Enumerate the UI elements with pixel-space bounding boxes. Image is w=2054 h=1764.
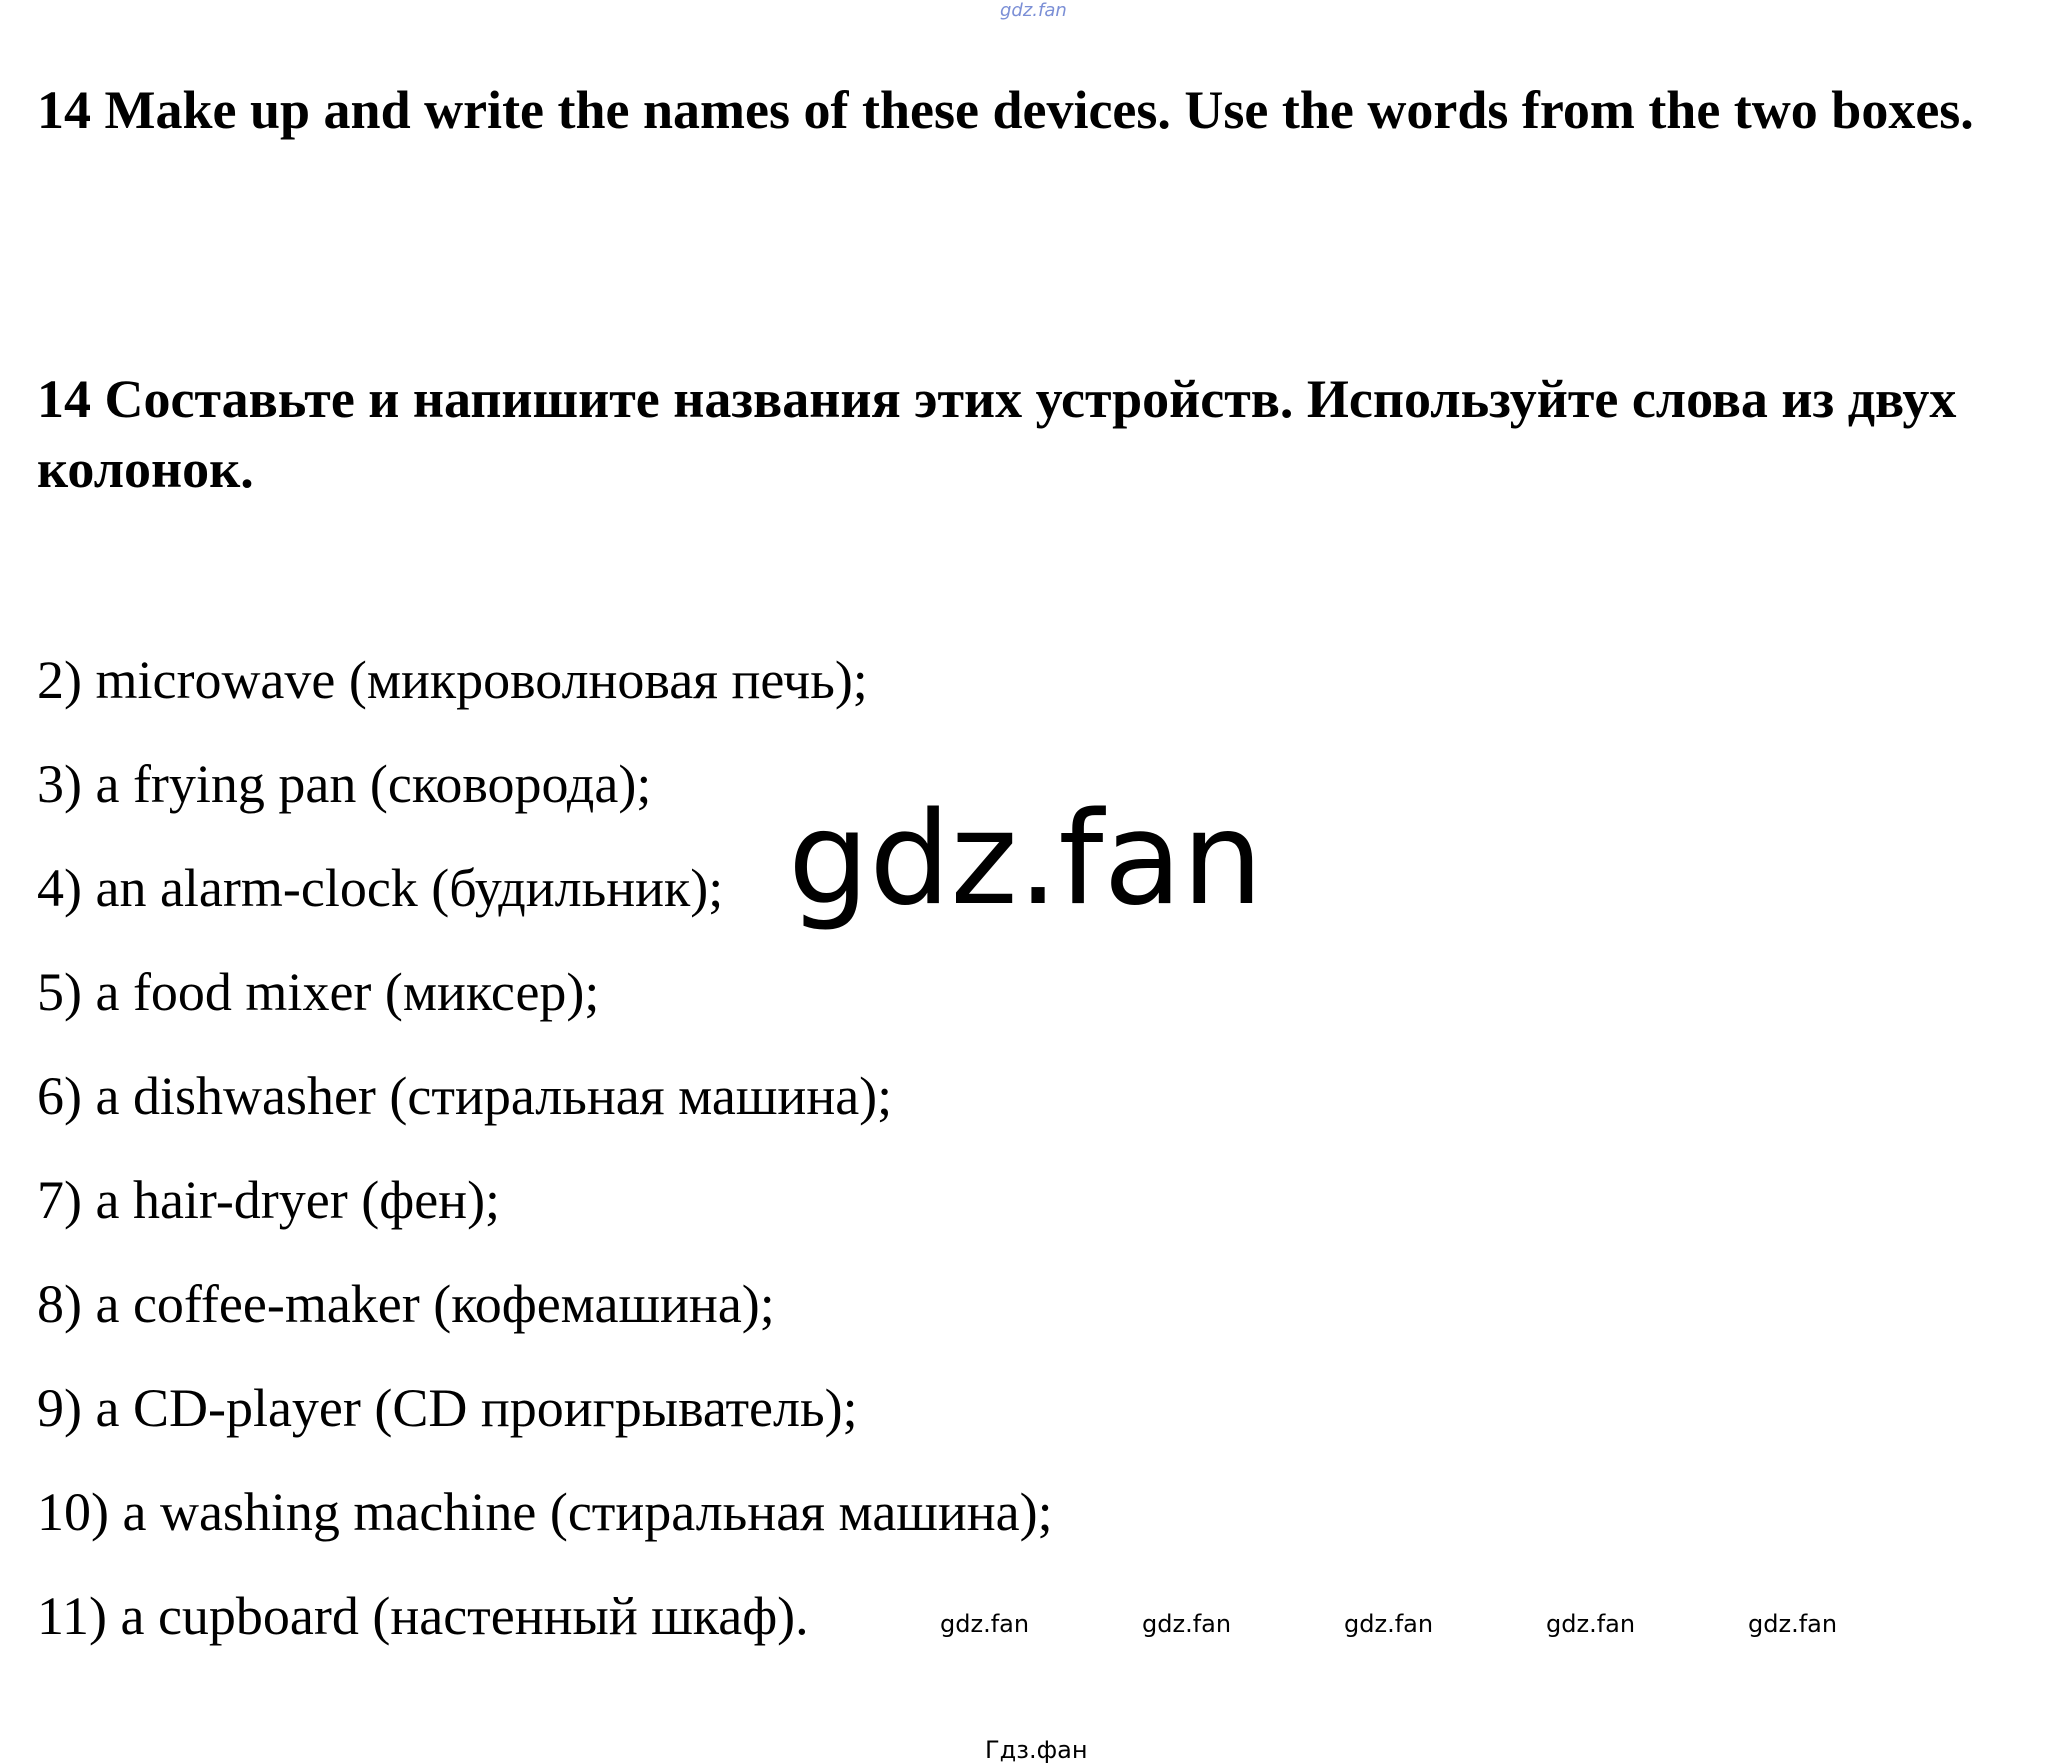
- small-watermark: gdz.fan: [1546, 1610, 1636, 1638]
- answer-item: 11) a cupboard (настенный шкаф).: [37, 1586, 809, 1646]
- answer-item: 2) microwave (микроволновая печь);: [37, 650, 868, 710]
- top-watermark: gdz.fan: [1000, 0, 1067, 21]
- large-watermark: gdz.fan: [788, 785, 1263, 934]
- answer-item: 9) a CD-player (CD проигрыватель);: [37, 1378, 858, 1438]
- footer-watermark: Гдз.фан: [985, 1736, 1088, 1764]
- answer-item: 3) a frying pan (сковорода);: [37, 754, 652, 814]
- answer-item: 4) an alarm-clock (будильник);: [37, 858, 724, 918]
- small-watermark: gdz.fan: [940, 1610, 1030, 1638]
- answer-item: 5) a food mixer (миксер);: [37, 962, 600, 1022]
- small-watermark: gdz.fan: [1344, 1610, 1434, 1638]
- exercise-instruction-english: 14 Make up and write the names of these devices. Use the words from the two boxes.: [37, 80, 1974, 140]
- answer-item: 8) a coffee-maker (кофемашина);: [37, 1274, 775, 1334]
- small-watermark: gdz.fan: [1142, 1610, 1232, 1638]
- small-watermark: gdz.fan: [1748, 1610, 1838, 1638]
- exercise-instruction-russian: 14 Составьте и напишите названия этих устройств. Используйте слова из двух колонок.: [37, 369, 1957, 499]
- answer-item: 7) a hair-dryer (фен);: [37, 1170, 501, 1230]
- answer-item: 10) a washing machine (стиральная машина);: [37, 1482, 1053, 1542]
- answer-item: 6) a dishwasher (стиральная машина);: [37, 1066, 893, 1126]
